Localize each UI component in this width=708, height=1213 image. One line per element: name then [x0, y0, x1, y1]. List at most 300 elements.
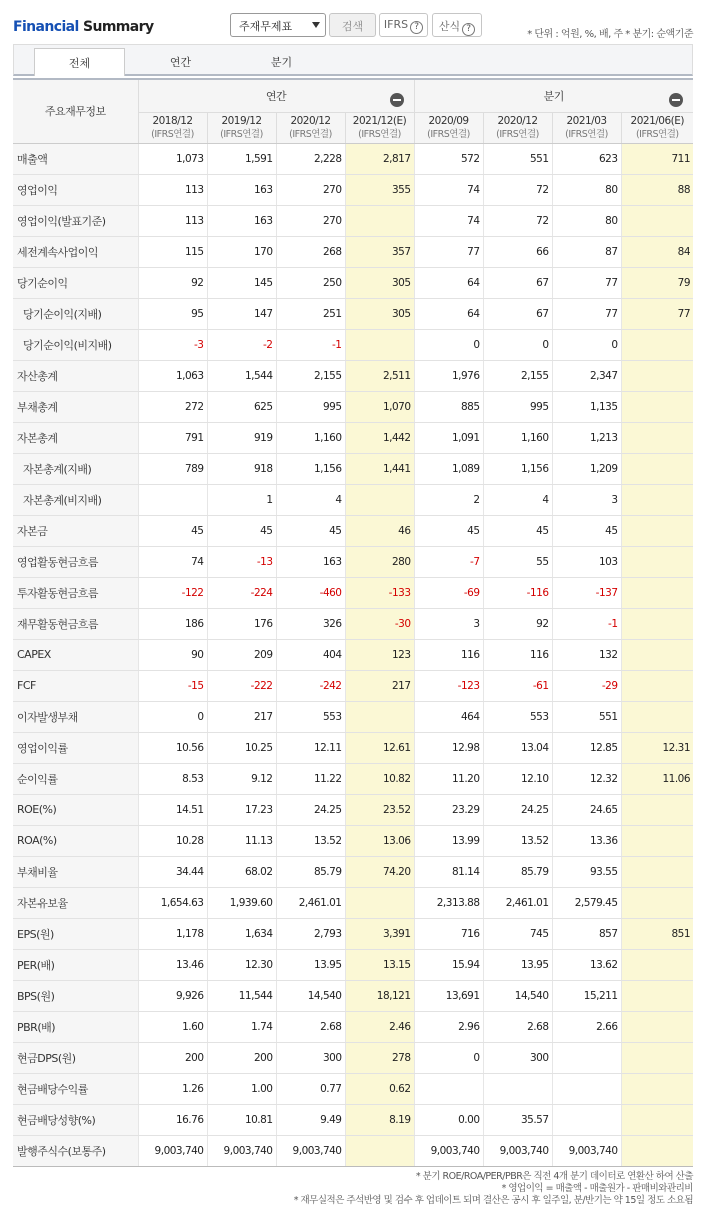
table-cell: 1,213: [552, 422, 621, 453]
table-row: [13, 887, 693, 918]
table-cell: [483, 1073, 552, 1104]
group-label-annual: 연간: [265, 89, 287, 103]
table-cell: 163: [207, 205, 276, 236]
table-cell: 918: [207, 453, 276, 484]
table-cell: [621, 484, 693, 515]
table-cell: -133: [345, 577, 414, 608]
table-cell: 2,461.01: [276, 887, 345, 918]
table-cell: 10.28: [138, 825, 207, 856]
table-cell: [621, 1042, 693, 1073]
table-cell: 16.76: [138, 1104, 207, 1135]
table-cell: [621, 515, 693, 546]
question-icon: ?: [410, 21, 423, 34]
table-cell: 355: [345, 174, 414, 205]
table-cell: 74: [414, 174, 483, 205]
table-cell: 11,544: [207, 980, 276, 1011]
table-cell: 2.68: [483, 1011, 552, 1042]
table-cell: [345, 1135, 414, 1166]
table-cell: 66: [483, 236, 552, 267]
table-cell: 46: [345, 515, 414, 546]
table-cell: 72: [483, 174, 552, 205]
period-date: 2018/12: [152, 114, 193, 127]
row-label: 이자발생부채: [13, 701, 138, 732]
table-cell: 2,313.88: [414, 887, 483, 918]
period-standard: (IFRS연결): [565, 128, 608, 140]
row-label: 자본유보율: [13, 887, 138, 918]
table-cell: 23.52: [345, 794, 414, 825]
period-standard: (IFRS연결): [427, 128, 470, 140]
period-date: 2020/12: [290, 114, 331, 127]
table-cell: 1.00: [207, 1073, 276, 1104]
table-cell: 103: [552, 546, 621, 577]
table-cell: 851: [621, 918, 693, 949]
table-cell: 270: [276, 174, 345, 205]
table-cell: 625: [207, 391, 276, 422]
table-cell: 13.62: [552, 949, 621, 980]
table-cell: [552, 1104, 621, 1135]
table-cell: [621, 546, 693, 577]
table-cell: 35.57: [483, 1104, 552, 1135]
table-row: [13, 918, 693, 949]
period-header: [483, 112, 552, 143]
table-cell: 1,156: [483, 453, 552, 484]
row-label: 현금배당성향(%): [13, 1104, 138, 1135]
period-date: 2019/12: [221, 114, 262, 127]
table-cell: 176: [207, 608, 276, 639]
period-standard: (IFRS연결): [496, 128, 539, 140]
period-header: [138, 112, 207, 143]
table-cell: 10.81: [207, 1104, 276, 1135]
period-date: 2021/06(E): [630, 114, 684, 127]
table-cell: 12.98: [414, 732, 483, 763]
row-label: 현금DPS(원): [13, 1042, 138, 1073]
table-cell: [345, 329, 414, 360]
collapse-annual-icon[interactable]: [390, 93, 404, 107]
table-cell: 11.22: [276, 763, 345, 794]
table-cell: 13.95: [276, 949, 345, 980]
table-cell: [621, 205, 693, 236]
table-cell: 0: [138, 701, 207, 732]
table-cell: 15,211: [552, 980, 621, 1011]
table-cell: [621, 391, 693, 422]
table-cell: [621, 639, 693, 670]
row-label: BPS(원): [13, 980, 138, 1011]
table-cell: -242: [276, 670, 345, 701]
table-row: [13, 174, 693, 205]
search-button[interactable]: [329, 13, 376, 37]
table-cell: 18,121: [345, 980, 414, 1011]
table-row: [13, 856, 693, 887]
table-row: [13, 825, 693, 856]
table-cell: 9.49: [276, 1104, 345, 1135]
table-cell: 34.44: [138, 856, 207, 887]
table-cell: 209: [207, 639, 276, 670]
table-cell: 1,976: [414, 360, 483, 391]
table-cell: 8.19: [345, 1104, 414, 1135]
table-cell: 80: [552, 174, 621, 205]
ifrs-help-button[interactable]: [379, 13, 428, 37]
table-cell: 77: [414, 236, 483, 267]
table-cell: 326: [276, 608, 345, 639]
table-cell: 13.15: [345, 949, 414, 980]
table-cell: 305: [345, 267, 414, 298]
table-cell: 1,634: [207, 918, 276, 949]
table-cell: [621, 701, 693, 732]
table-cell: 92: [483, 608, 552, 639]
row-label: 세전계속사업이익: [13, 236, 138, 267]
table-cell: 55: [483, 546, 552, 577]
table-cell: 1,209: [552, 453, 621, 484]
tab-annual[interactable]: 연간: [169, 56, 192, 69]
table-cell: 305: [345, 298, 414, 329]
table-cell: 45: [414, 515, 483, 546]
row-label: 영업활동현금흐름: [13, 546, 138, 577]
period-standard: (IFRS연결): [289, 128, 332, 140]
footnote: * 분기 ROE/ROA/PER/PBR은 직전 4개 분기 데이터로 연환산 하여 산출: [415, 1171, 693, 1182]
table-cell: 9,926: [138, 980, 207, 1011]
table-cell: 24.65: [552, 794, 621, 825]
period-header: [414, 112, 483, 143]
row-label: ROA(%): [13, 825, 138, 856]
formula-button-label: 산식: [438, 20, 461, 33]
table-cell: [621, 670, 693, 701]
table-cell: -222: [207, 670, 276, 701]
row-label: 매출액: [13, 143, 138, 174]
table-cell: 1,156: [276, 453, 345, 484]
table-row: [13, 484, 693, 515]
table-cell: 1,091: [414, 422, 483, 453]
table-cell: 2,511: [345, 360, 414, 391]
table-cell: 200: [138, 1042, 207, 1073]
table-cell: 85.79: [276, 856, 345, 887]
table-cell: 2,228: [276, 143, 345, 174]
table-cell: 170: [207, 236, 276, 267]
table-cell: 14.51: [138, 794, 207, 825]
row-label: 당기순이익(지배): [13, 298, 138, 329]
table-cell: [621, 422, 693, 453]
table-cell: -122: [138, 577, 207, 608]
table-cell: [552, 1073, 621, 1104]
table-cell: [621, 1104, 693, 1135]
table-cell: 74.20: [345, 856, 414, 887]
row-label: 부채비율: [13, 856, 138, 887]
row-label: 부채총계: [13, 391, 138, 422]
group-header-annual: [138, 79, 414, 112]
table-cell: 145: [207, 267, 276, 298]
table-cell: 280: [345, 546, 414, 577]
table-cell: 272: [138, 391, 207, 422]
table-cell: [621, 825, 693, 856]
table-cell: 92: [138, 267, 207, 298]
table-cell: 278: [345, 1042, 414, 1073]
row-label: EPS(원): [13, 918, 138, 949]
table-cell: 45: [207, 515, 276, 546]
table-cell: [621, 1073, 693, 1104]
statement-type-value: 주재무제표: [239, 20, 293, 33]
table-cell: 270: [276, 205, 345, 236]
table-cell: 1,073: [138, 143, 207, 174]
table-cell: -7: [414, 546, 483, 577]
page-title: [13, 19, 153, 35]
table-cell: 14,540: [483, 980, 552, 1011]
row-label: 투자활동현금흐름: [13, 577, 138, 608]
period-header: [552, 112, 621, 143]
table-row: [13, 267, 693, 298]
table-cell: 919: [207, 422, 276, 453]
table-row: [13, 453, 693, 484]
table-cell: 72: [483, 205, 552, 236]
table-cell: 15.94: [414, 949, 483, 980]
table-cell: 113: [138, 205, 207, 236]
table-cell: [621, 360, 693, 391]
row-label: 자본총계(비지배): [13, 484, 138, 515]
footnote: * 재무실적은 주석반영 및 검수 후 업데이트 되며 결산은 공시 후 일주일, 분/반기는 약 15일 정도 소요됨: [293, 1195, 693, 1206]
group-label-quarterly: 분기: [543, 89, 564, 103]
table-cell: 163: [276, 546, 345, 577]
table-row: [13, 949, 693, 980]
table-cell: 64: [414, 267, 483, 298]
table-cell: 217: [345, 670, 414, 701]
table-cell: 9,003,740: [276, 1135, 345, 1166]
table-cell: 45: [276, 515, 345, 546]
table-cell: 3: [414, 608, 483, 639]
row-label: CAPEX: [13, 639, 138, 670]
row-label: 당기순이익(비지배): [13, 329, 138, 360]
row-label: 재무활동현금흐름: [13, 608, 138, 639]
table-cell: 995: [276, 391, 345, 422]
table-cell: 1,160: [276, 422, 345, 453]
formula-help-button[interactable]: [432, 13, 482, 37]
period-header: [345, 112, 414, 143]
table-cell: 1,544: [207, 360, 276, 391]
table-cell: [621, 980, 693, 1011]
table-row: [13, 701, 693, 732]
table-cell: -15: [138, 670, 207, 701]
period-standard: (IFRS연결): [220, 128, 263, 140]
row-label: 영업이익(발표기준): [13, 205, 138, 236]
question-icon: ?: [462, 23, 475, 36]
table-cell: 0: [483, 329, 552, 360]
unit-note: * 단위 : 억원, %, 배, 주 * 분기: 순액기준: [527, 29, 693, 40]
table-cell: [621, 794, 693, 825]
table-cell: [621, 577, 693, 608]
table-cell: 116: [483, 639, 552, 670]
table-cell: 1,441: [345, 453, 414, 484]
tab-quarterly[interactable]: 분기: [270, 56, 293, 69]
period-standard: (IFRS연결): [151, 128, 194, 140]
table-cell: 10.56: [138, 732, 207, 763]
table-cell: 84: [621, 236, 693, 267]
row-label: 자본금: [13, 515, 138, 546]
table-cell: 9,003,740: [138, 1135, 207, 1166]
search-button-label: 검색: [341, 20, 364, 33]
table-cell: 2.68: [276, 1011, 345, 1042]
table-cell: 13.06: [345, 825, 414, 856]
table-cell: [345, 484, 414, 515]
statement-type-select[interactable]: [230, 13, 326, 37]
table-cell: [621, 608, 693, 639]
row-label: PBR(배): [13, 1011, 138, 1042]
table-cell: 87: [552, 236, 621, 267]
collapse-quarterly-icon[interactable]: [669, 93, 683, 107]
table-cell: 1,135: [552, 391, 621, 422]
table-cell: 9.12: [207, 763, 276, 794]
row-label: FCF: [13, 670, 138, 701]
row-label: PER(배): [13, 949, 138, 980]
table-cell: 217: [207, 701, 276, 732]
table-cell: 74: [138, 546, 207, 577]
table-cell: 1,089: [414, 453, 483, 484]
table-cell: 13,691: [414, 980, 483, 1011]
table-cell: 572: [414, 143, 483, 174]
table-cell: 1,654.63: [138, 887, 207, 918]
table-cell: 23.29: [414, 794, 483, 825]
table-cell: 80: [552, 205, 621, 236]
table-cell: 13.52: [483, 825, 552, 856]
table-cell: -29: [552, 670, 621, 701]
table-row: [13, 205, 693, 236]
table-cell: 9,003,740: [483, 1135, 552, 1166]
table-cell: 551: [552, 701, 621, 732]
row-label: 자본총계: [13, 422, 138, 453]
table-cell: 45: [138, 515, 207, 546]
table-cell: 464: [414, 701, 483, 732]
table-cell: 300: [483, 1042, 552, 1073]
table-cell: 186: [138, 608, 207, 639]
table-row: [13, 1011, 693, 1042]
table-cell: 0.77: [276, 1073, 345, 1104]
table-cell: 0: [552, 329, 621, 360]
table-cell: 404: [276, 639, 345, 670]
table-cell: 8.53: [138, 763, 207, 794]
table-cell: 0.62: [345, 1073, 414, 1104]
table-cell: 77: [552, 298, 621, 329]
table-cell: 12.85: [552, 732, 621, 763]
table-row: [13, 577, 693, 608]
table-cell: 24.25: [483, 794, 552, 825]
period-date: 2020/09: [428, 114, 469, 127]
table-cell: 1,591: [207, 143, 276, 174]
table-cell: [138, 484, 207, 515]
table-cell: 12.61: [345, 732, 414, 763]
table-cell: 745: [483, 918, 552, 949]
table-cell: 200: [207, 1042, 276, 1073]
table-cell: 13.04: [483, 732, 552, 763]
table-cell: 1,178: [138, 918, 207, 949]
table-row: [13, 329, 693, 360]
table-cell: [345, 887, 414, 918]
table-cell: 77: [621, 298, 693, 329]
table-cell: 2,461.01: [483, 887, 552, 918]
table-cell: 13.99: [414, 825, 483, 856]
table-cell: 81.14: [414, 856, 483, 887]
tab-all[interactable]: 전체: [34, 48, 125, 76]
table-row: [13, 763, 693, 794]
table-cell: 147: [207, 298, 276, 329]
table-cell: 885: [414, 391, 483, 422]
table-cell: 13.95: [483, 949, 552, 980]
table-cell: 68.02: [207, 856, 276, 887]
table-cell: 1,070: [345, 391, 414, 422]
table-cell: 357: [345, 236, 414, 267]
table-cell: -137: [552, 577, 621, 608]
table-cell: 250: [276, 267, 345, 298]
table-row: [13, 1042, 693, 1073]
table-cell: 10.82: [345, 763, 414, 794]
table-cell: 995: [483, 391, 552, 422]
table-cell: -69: [414, 577, 483, 608]
table-body: [13, 143, 693, 1166]
table-cell: 67: [483, 267, 552, 298]
table-cell: 553: [276, 701, 345, 732]
table-row: [13, 980, 693, 1011]
table-cell: 45: [483, 515, 552, 546]
table-cell: 12.31: [621, 732, 693, 763]
table-row: [13, 1104, 693, 1135]
ifrs-button-label: IFRS: [383, 18, 409, 31]
table-cell: -1: [276, 329, 345, 360]
row-label: 자산총계: [13, 360, 138, 391]
table-cell: 553: [483, 701, 552, 732]
title-financial: Financial: [13, 19, 79, 35]
table-cell: [621, 453, 693, 484]
table-cell: 789: [138, 453, 207, 484]
table-row: [13, 794, 693, 825]
row-label: 순이익률: [13, 763, 138, 794]
table-cell: 711: [621, 143, 693, 174]
table-cell: 77: [552, 267, 621, 298]
table-row: [13, 670, 693, 701]
table-cell: 9,003,740: [414, 1135, 483, 1166]
header: [0, 0, 708, 44]
table-cell: 623: [552, 143, 621, 174]
table-cell: [621, 329, 693, 360]
table-cell: 11.13: [207, 825, 276, 856]
table-cell: 0.00: [414, 1104, 483, 1135]
table-cell: -224: [207, 577, 276, 608]
table-cell: 1,063: [138, 360, 207, 391]
table-cell: 300: [276, 1042, 345, 1073]
table-row: [13, 546, 693, 577]
table-cell: 132: [552, 639, 621, 670]
table-cell: -30: [345, 608, 414, 639]
table-cell: 551: [483, 143, 552, 174]
table-cell: 67: [483, 298, 552, 329]
table-cell: 2.46: [345, 1011, 414, 1042]
table-cell: 163: [207, 174, 276, 205]
group-header-quarterly: [414, 79, 693, 112]
table-cell: [621, 1011, 693, 1042]
table-cell: 2: [414, 484, 483, 515]
table-cell: 2,155: [276, 360, 345, 391]
table-cell: 2.96: [414, 1011, 483, 1042]
table-cell: 88: [621, 174, 693, 205]
table-cell: -116: [483, 577, 552, 608]
period-standard: (IFRS연결): [358, 128, 401, 140]
period-header: [276, 112, 345, 143]
table-cell: 2,817: [345, 143, 414, 174]
table-cell: 3: [552, 484, 621, 515]
table-cell: 123: [345, 639, 414, 670]
table-cell: 1,160: [483, 422, 552, 453]
table-cell: 0: [414, 329, 483, 360]
table-cell: 2,347: [552, 360, 621, 391]
table-cell: 10.25: [207, 732, 276, 763]
table-cell: 4: [483, 484, 552, 515]
column-header-item: 주요재무정보: [13, 79, 138, 143]
table-row: [13, 391, 693, 422]
period-date: 2020/12: [497, 114, 538, 127]
